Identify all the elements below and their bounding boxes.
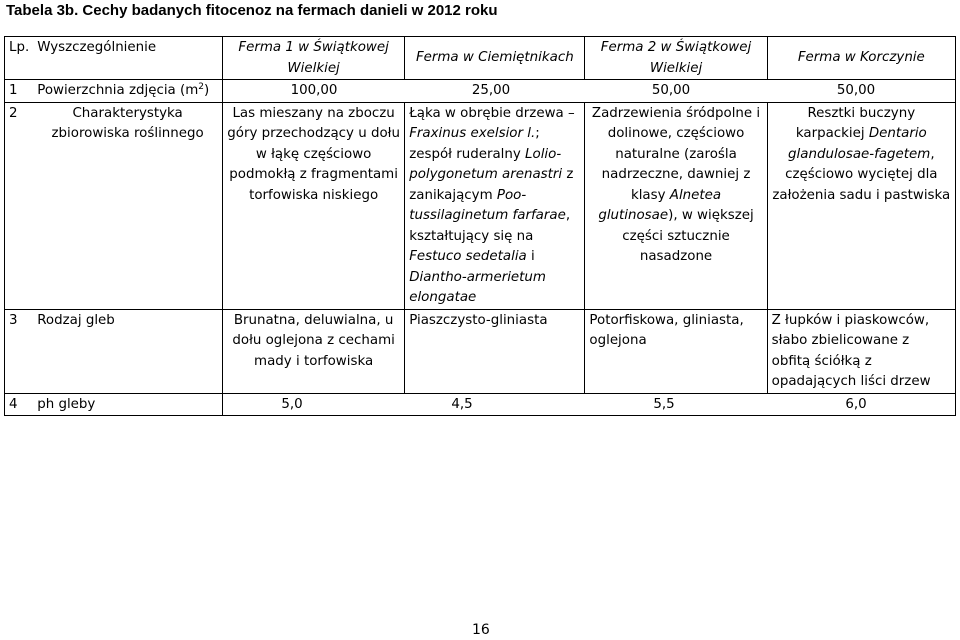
header-farm-3: Ferma 2 w Świątkowej Wielkiej [585, 37, 767, 80]
table-title: Tabela 3b. Cechy badanych fitocenoz na fermach danieli w 2012 roku [6, 2, 498, 19]
row3-value-farm-4: Z łupków i piaskowców, słabo zbielicowane z obfitą ściółką z opadających liści drzew [767, 309, 955, 393]
row3-value-farm-1: Brunatna, deluwialna, u dołu oglejona z cechami mady i torfowiska [223, 309, 405, 393]
row1-value-farm-2: 25,00 [471, 83, 511, 98]
row3-value-farm-3: Potorfiskowa, gliniasta, oglejona [585, 309, 767, 393]
table-row-area [5, 80, 956, 103]
row1-value-farm-1: 100,00 [290, 83, 338, 98]
header-row [5, 37, 956, 80]
row4-description: ph gleby [33, 393, 222, 416]
row2-value-farm-3: Zadrzewienia śródpolne i dolinowe, częściowo naturalne (zarośla nadrzeczne, dawniej z klasy Alnetea glutinosae), w większej części sztucznie nasadzone [585, 102, 767, 309]
row4-values [223, 393, 956, 416]
row2-value-farm-1: Las mieszany na zboczu góry przechodzący u dołu w łąkę częściowo podmokłą z fragmentami torfowiska niskiego [223, 102, 405, 309]
header-description: Wyszczególnienie [33, 37, 222, 80]
row4-value-farm-4: 6,0 [845, 396, 867, 412]
row2-lp: 2 [5, 102, 34, 309]
row4-value-farm-1: 5,0 [281, 396, 303, 412]
row1-lp: 1 [5, 80, 34, 103]
table-row-soil-type [5, 309, 956, 393]
table-row-ph [5, 393, 956, 416]
row1-values [223, 80, 956, 103]
header-farm-2: Ferma w Ciemiętnikach [405, 37, 585, 80]
row2-value-farm-2: Łąka w obrębie drzewa – Fraxinus exelsior l.; zespół ruderalny Lolio-polygonetum arenastri z zanikającym Poo-tussilaginetum farfarae, kształtujący się na Festuco sedetalia i Diantho-armerietum elongatae [405, 102, 585, 309]
header-lp: Lp. [5, 37, 34, 80]
row4-lp: 4 [5, 393, 34, 416]
header-farm-1: Ferma 1 w Świątkowej Wielkiej [223, 37, 405, 80]
header-farm-4: Ferma w Korczynie [767, 37, 955, 80]
row3-lp: 3 [5, 309, 34, 393]
row1-value-farm-4: 50,00 [836, 83, 876, 98]
row4-value-farm-2: 4,5 [451, 396, 473, 412]
row2-value-farm-4: Resztki buczyny karpackiej Dentario glandulosae-fagetem, częściowo wyciętej dla założenia sadu i pastwiska [767, 102, 955, 309]
row3-description: Rodzaj gleb [33, 309, 222, 393]
page-number: 16 [472, 622, 490, 638]
row1-description: Powierzchnia zdjęcia $(m^2)$ [33, 80, 222, 103]
table-row-characteristics [5, 102, 956, 309]
row3-value-farm-2: Piaszczysto-gliniasta [405, 309, 585, 393]
row2-description: Charakterystyka zbiorowiska roślinnego [33, 102, 222, 309]
row1-value-farm-3: 50,00 [651, 83, 691, 98]
fitocenoz-table [4, 36, 956, 416]
row4-value-farm-3: 5,5 [653, 396, 675, 412]
